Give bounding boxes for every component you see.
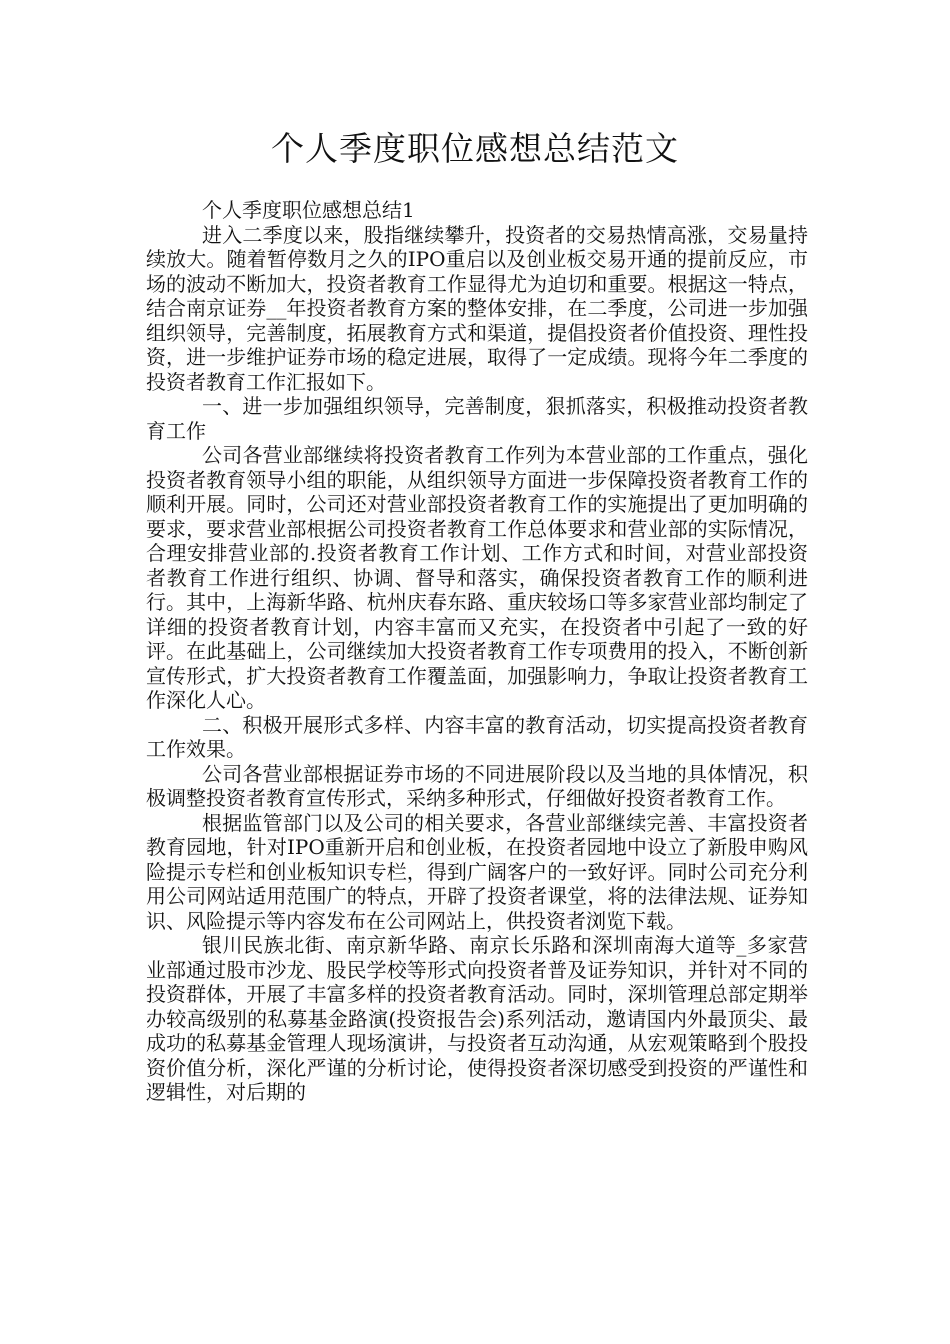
document-title: 个人季度职位感想总结范文: [271, 129, 679, 168]
paragraph: 公司各营业部继续将投资者教育工作列为本营业部的工作重点，强化投资者教育领导小组的职能，从组织领导方面进一步保障投资者教育工作的顺利开展。同时，公司还对营业部投资者教育工作的实施提出了更加明确的要求，要求营业部根据公司投资者教育工作总体要求和营业部的实际情况，合理安排营业部的.投资者教育工作计划、工作方式和时间，对营业部投资者教育工作进行组织、协调、督导和落实，确保投资者教育工作的顺利进行。其中，上海新华路、杭州庆春东路、重庆较场口等多家营业部均制定了详细的投资者教育计划，内容丰富而又充实，在投资者中引起了一致的好评。在此基础上，公司继续加大投资者教育工作专项费用的投入，不断创新宣传形式，扩大投资者教育工作覆盖面，加强影响力，争取让投资者教育工作深化人心。: [146, 443, 808, 712]
paragraph: 银川民族北街、南京新华路、南京长乐路和深圳南海大道等_多家营业部通过股市沙龙、股民学校等形式向投资者普及证券知识，并针对不同的投资群体，开展了丰富多样的投资者教育活动。同时，深圳管理总部定期举办较高级别的私募基金路演(投资报告会)系列活动，邀请国内外最顶尖、最成功的私募基金管理人现场演讲，与投资者互动沟通，从宏观策略到个股投资价值分析，深化严谨的分析讨论，使得投资者深切感受到投资的严谨性和逻辑性，对后期的: [146, 933, 808, 1104]
paragraph: 公司各营业部根据证券市场的不同进展阶段以及当地的具体情况，积极调整投资者教育宣传形式，采纳多种形式，仔细做好投资者教育工作。: [146, 761, 808, 810]
section-heading: 一、进一步加强组织领导，完善制度，狠抓落实，积极推动投资者教育工作: [146, 394, 808, 443]
paragraph: 进入二季度以来，股指继续攀升，投资者的交易热情高涨，交易量持续放大。随着暂停数月之久的IPO重启以及创业板交易开通的提前反应，市场的波动不断加大，投资者教育工作显得尤为迫切和重要。根据这一特点，结合南京证券__年投资者教育方案的整体安排，在二季度，公司进一步加强组织领导，完善制度，拓展教育方式和渠道，提倡投资者价值投资、理性投资，进一步维护证券市场的稳定进展，取得了一定成绩。现将今年二季度的投资者教育工作汇报如下。: [146, 222, 808, 394]
paragraph: 根据监管部门以及公司的相关要求，各营业部继续完善、丰富投资者教育园地，针对IPO重新开启和创业板，在投资者园地中设立了新股申购风险提示专栏和创业板知识专栏，得到广阔客户的一致好评。同时公司充分利用公司网站适用范围广的特点，开辟了投资者课堂，将的法律法规、证券知识、风险提示等内容发布在公司网站上，供投资者浏览下载。: [146, 810, 808, 933]
section-heading: 二、积极开展形式多样、内容丰富的教育活动，切实提高投资者教育工作效果。: [146, 712, 808, 761]
document-body: [146, 198, 808, 1105]
section-heading: 个人季度职位感想总结1: [202, 198, 415, 222]
